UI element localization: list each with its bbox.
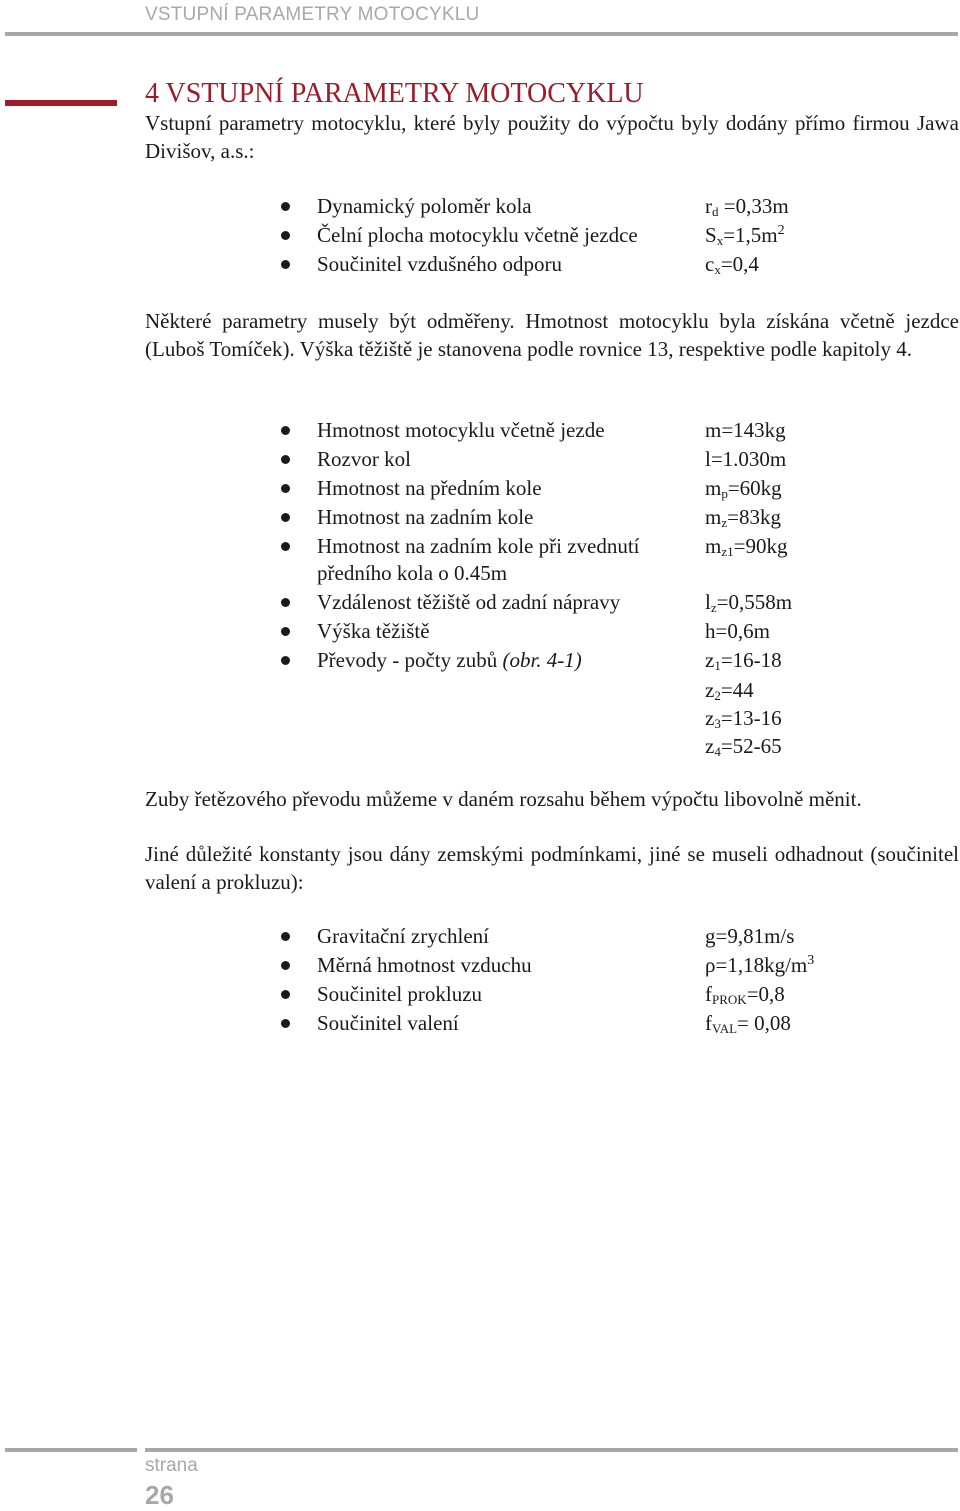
value-main: z xyxy=(705,678,715,702)
list-item xyxy=(0,503,960,532)
value-main: m xyxy=(705,476,722,500)
bullet-icon xyxy=(281,990,290,999)
value-subscript: z1 xyxy=(721,544,734,559)
value-main: f xyxy=(705,1011,712,1035)
bullet-icon xyxy=(281,202,290,211)
list-item xyxy=(0,445,960,474)
list-item xyxy=(0,732,960,760)
parameter-label: Čelní plocha motocyklu včetně jezdce xyxy=(317,223,638,247)
parameter-value xyxy=(705,250,759,279)
list-item xyxy=(0,416,960,445)
footer-rule-left xyxy=(5,1448,137,1452)
list-item xyxy=(0,588,960,617)
parameter-label: Dynamický poloměr kola xyxy=(317,194,532,218)
header-rule xyxy=(5,32,958,36)
value-main: z xyxy=(705,734,715,758)
value-rest: =90kg xyxy=(733,534,788,558)
value-main: l=1.030m xyxy=(705,447,787,471)
parameter-label: Součinitel valení xyxy=(317,1011,459,1035)
parameter-value xyxy=(705,704,782,733)
bullet-icon xyxy=(281,426,290,435)
value-rest: =16-18 xyxy=(720,648,782,672)
value-rest: =44 xyxy=(720,678,754,702)
parameter-value xyxy=(705,732,782,761)
parameter-value xyxy=(705,416,786,445)
list-item xyxy=(0,221,960,250)
value-main: m xyxy=(705,505,722,529)
list-item xyxy=(0,951,960,980)
constants-paragraph: Jiné důležité konstanty jsou dány zemskými podmínkami, jiné se museli odhadnout (součinitel valení a prokluzu): xyxy=(145,842,959,894)
value-rest: =0,558m xyxy=(716,590,793,614)
value-subscript: VAL xyxy=(712,1021,738,1036)
list-item xyxy=(0,250,960,279)
parameter-value xyxy=(705,532,787,561)
bullet-icon xyxy=(281,961,290,970)
bullet-icon xyxy=(281,1019,290,1028)
value-subscript: z xyxy=(721,515,728,530)
bullet-icon xyxy=(281,656,290,665)
value-rest: =13-16 xyxy=(720,706,782,730)
input-parameters-list xyxy=(0,192,960,279)
chapter-accent-bar xyxy=(5,100,117,106)
parameter-value xyxy=(705,588,792,617)
value-subscript: p xyxy=(721,486,728,501)
value-rest: =83kg xyxy=(727,505,781,529)
parameter-value xyxy=(705,221,785,250)
list-item xyxy=(0,980,960,1009)
value-subscript: 1 xyxy=(714,658,721,673)
parameter-value xyxy=(705,445,786,474)
value-main: z xyxy=(705,648,715,672)
parameter-value xyxy=(705,922,794,951)
parameter-value xyxy=(705,1009,791,1038)
parameter-label: Měrná hmotnost vzduchu xyxy=(317,953,532,977)
parameter-value xyxy=(705,951,814,980)
value-main: c xyxy=(705,252,715,276)
value-rest: =0,33m xyxy=(718,194,789,218)
constants-list xyxy=(0,922,960,1038)
value-subscript: d xyxy=(712,204,719,219)
bullet-icon xyxy=(281,484,290,493)
parameter-value xyxy=(705,980,785,1009)
list-item xyxy=(0,1009,960,1038)
value-subscript: x xyxy=(714,262,721,277)
value-superscript: 3 xyxy=(807,953,815,968)
parameter-value xyxy=(705,192,789,221)
value-main: ρ=1,18kg/m xyxy=(705,953,808,977)
parameter-value xyxy=(705,646,782,675)
page-label: strana xyxy=(145,1455,198,1476)
value-superscript: 2 xyxy=(777,223,785,238)
footer-rule xyxy=(145,1448,958,1452)
page-number: 26 xyxy=(145,1480,174,1510)
value-subscript: z xyxy=(710,600,717,615)
value-rest: =0,8 xyxy=(746,982,785,1006)
parameter-label: Výška těžiště xyxy=(317,619,430,643)
gear-note-paragraph: Zuby řetězového převodu můžeme v daném rozsahu během výpočtu libovolně měnit. xyxy=(145,787,862,811)
value-main: S xyxy=(705,223,717,247)
parameter-value xyxy=(705,503,781,532)
value-rest: = 0,08 xyxy=(737,1011,791,1035)
measured-parameters-list xyxy=(0,416,960,675)
parameter-label: Vzdálenost těžiště od zadní nápravy xyxy=(317,590,621,614)
list-item xyxy=(0,704,960,732)
value-subscript: 4 xyxy=(714,744,721,759)
parameter-value xyxy=(705,617,770,646)
bullet-icon xyxy=(281,260,290,269)
figure-reference: (obr. 4-1) xyxy=(502,648,582,672)
value-main: l xyxy=(705,590,711,614)
value-main: f xyxy=(705,982,712,1006)
value-subscript: 3 xyxy=(714,716,721,731)
measured-parameters-paragraph: Některé parametry musely být odměřeny. Hmotnost motocyklu byla získána včetně jezdce (Luboš Tomíček). Výška těžiště je stanovena podle rovnice 13, respektive podle kapitoly 4. xyxy=(145,309,959,361)
list-item xyxy=(0,532,960,588)
value-subscript: x xyxy=(716,233,724,248)
parameter-label: Převody - počty zubů (obr. 4-1) xyxy=(317,648,582,672)
bullet-icon xyxy=(281,932,290,941)
chapter-title: 4 VSTUPNÍ PARAMETRY MOTOCYKLU xyxy=(145,78,644,109)
bullet-icon xyxy=(281,455,290,464)
list-item xyxy=(0,617,960,646)
parameter-label: Hmotnost na zadním kole při zvednutí předního kola o 0.45m xyxy=(317,534,640,585)
gear-teeth-list xyxy=(0,676,960,760)
parameter-label: Hmotnost na zadním kole xyxy=(317,505,534,529)
list-item xyxy=(0,922,960,951)
parameter-value xyxy=(705,474,782,503)
bullet-icon xyxy=(281,231,290,240)
value-main: z xyxy=(705,706,715,730)
list-item xyxy=(0,646,960,675)
list-item xyxy=(0,474,960,503)
value-subscript: PROK xyxy=(712,992,747,1007)
value-rest: =52-65 xyxy=(720,734,782,758)
value-main: m xyxy=(705,534,722,558)
value-rest: =1,5m xyxy=(723,223,778,247)
value-main: r xyxy=(705,194,712,218)
parameter-label: Součinitel vzdušného odporu xyxy=(317,252,562,276)
value-main: m=143kg xyxy=(705,418,786,442)
bullet-icon xyxy=(281,513,290,522)
value-subscript: 2 xyxy=(714,688,721,703)
value-main: h=0,6m xyxy=(705,619,770,643)
parameter-label: Součinitel prokluzu xyxy=(317,982,483,1006)
parameter-value xyxy=(705,676,754,705)
value-main: g=9,81m/s xyxy=(705,924,795,948)
bullet-icon xyxy=(281,542,290,551)
parameter-label: Hmotnost motocyklu včetně jezde xyxy=(317,418,605,442)
parameter-label: Rozvor kol xyxy=(317,447,411,471)
value-rest: =0,4 xyxy=(720,252,759,276)
list-item xyxy=(0,192,960,221)
list-item xyxy=(0,676,960,704)
parameter-label: Hmotnost na předním kole xyxy=(317,476,542,500)
bullet-icon xyxy=(281,627,290,636)
value-rest: =60kg xyxy=(727,476,782,500)
bullet-icon xyxy=(281,598,290,607)
intro-paragraph: Vstupní parametry motocyklu, které byly použity do výpočtu byly dodány přímo firmou Jawa Divišov, a.s.: xyxy=(145,111,959,163)
parameter-label: Gravitační zrychlení xyxy=(317,924,489,948)
running-header: VSTUPNÍ PARAMETRY MOTOCYKLU xyxy=(145,4,480,25)
